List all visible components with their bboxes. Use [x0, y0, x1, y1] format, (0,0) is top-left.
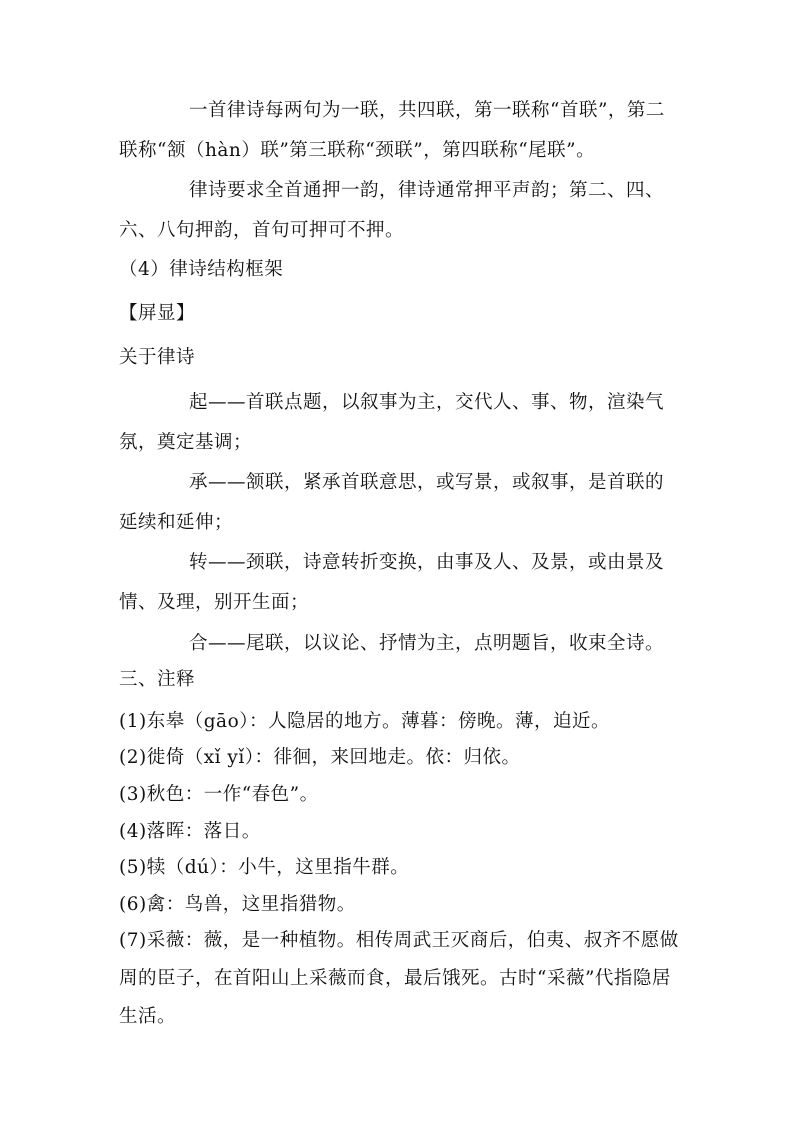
paragraph-zhuan: 转——颈联，诗意转折变换，由事及人、及景，或由景及情、及理，别开生面；	[119, 552, 665, 613]
section-heading-notes: 三、注释	[119, 669, 196, 690]
screen-display-tag: 【屏显】	[119, 303, 196, 324]
note-item-4: (4)落晖：落日。	[119, 821, 261, 842]
paragraph-qi: 起——首联点题，以叙事为主，交代人、事、物，渲染气氛，奠定基调；	[119, 392, 665, 453]
paragraph-couplets: 一首律诗每两句为一联，共四联，第一联称“首联”，第二联称“颔（hàn）联”第三联称“颈联”，第四联称“尾联”。	[119, 100, 665, 161]
section-heading-structure: （4）律诗结构框架	[119, 259, 284, 280]
note-item-2: (2)徙倚（xǐ yǐ）：徘徊，来回地走。依：归依。	[119, 747, 521, 768]
note-item-5: (5)犊（dú）：小牛，这里指牛群。	[119, 857, 410, 878]
note-item-7: (7)采薇：薇，是一种植物。相传周武王灭商后，伯夷、叔齐不愿做周的臣子，在首阳山上采薇而食，最后饿死。古时“采薇”代指隐居生活。	[119, 930, 679, 1027]
note-item-1: (1)东皋（gāo）：人隐居的地方。薄暮：傍晚。薄，迫近。	[119, 711, 610, 732]
paragraph-rhyme: 律诗要求全首通押一韵，律诗通常押平声韵；第二、四、六、八句押韵，首句可押可不押。	[119, 180, 665, 241]
paragraph-cheng: 承——颔联，紧承首联意思，或写景，或叙事，是首联的延续和延伸；	[119, 472, 665, 533]
note-item-3: (3)秋色：一作“春色”。	[119, 784, 319, 805]
note-item-6: (6)禽：鸟兽，这里指猎物。	[119, 894, 356, 915]
paragraph-he: 合——尾联，以议论、抒情为主，点明题旨，收束全诗。	[189, 633, 665, 654]
subtitle-about-regulated-verse: 关于律诗	[119, 347, 196, 368]
